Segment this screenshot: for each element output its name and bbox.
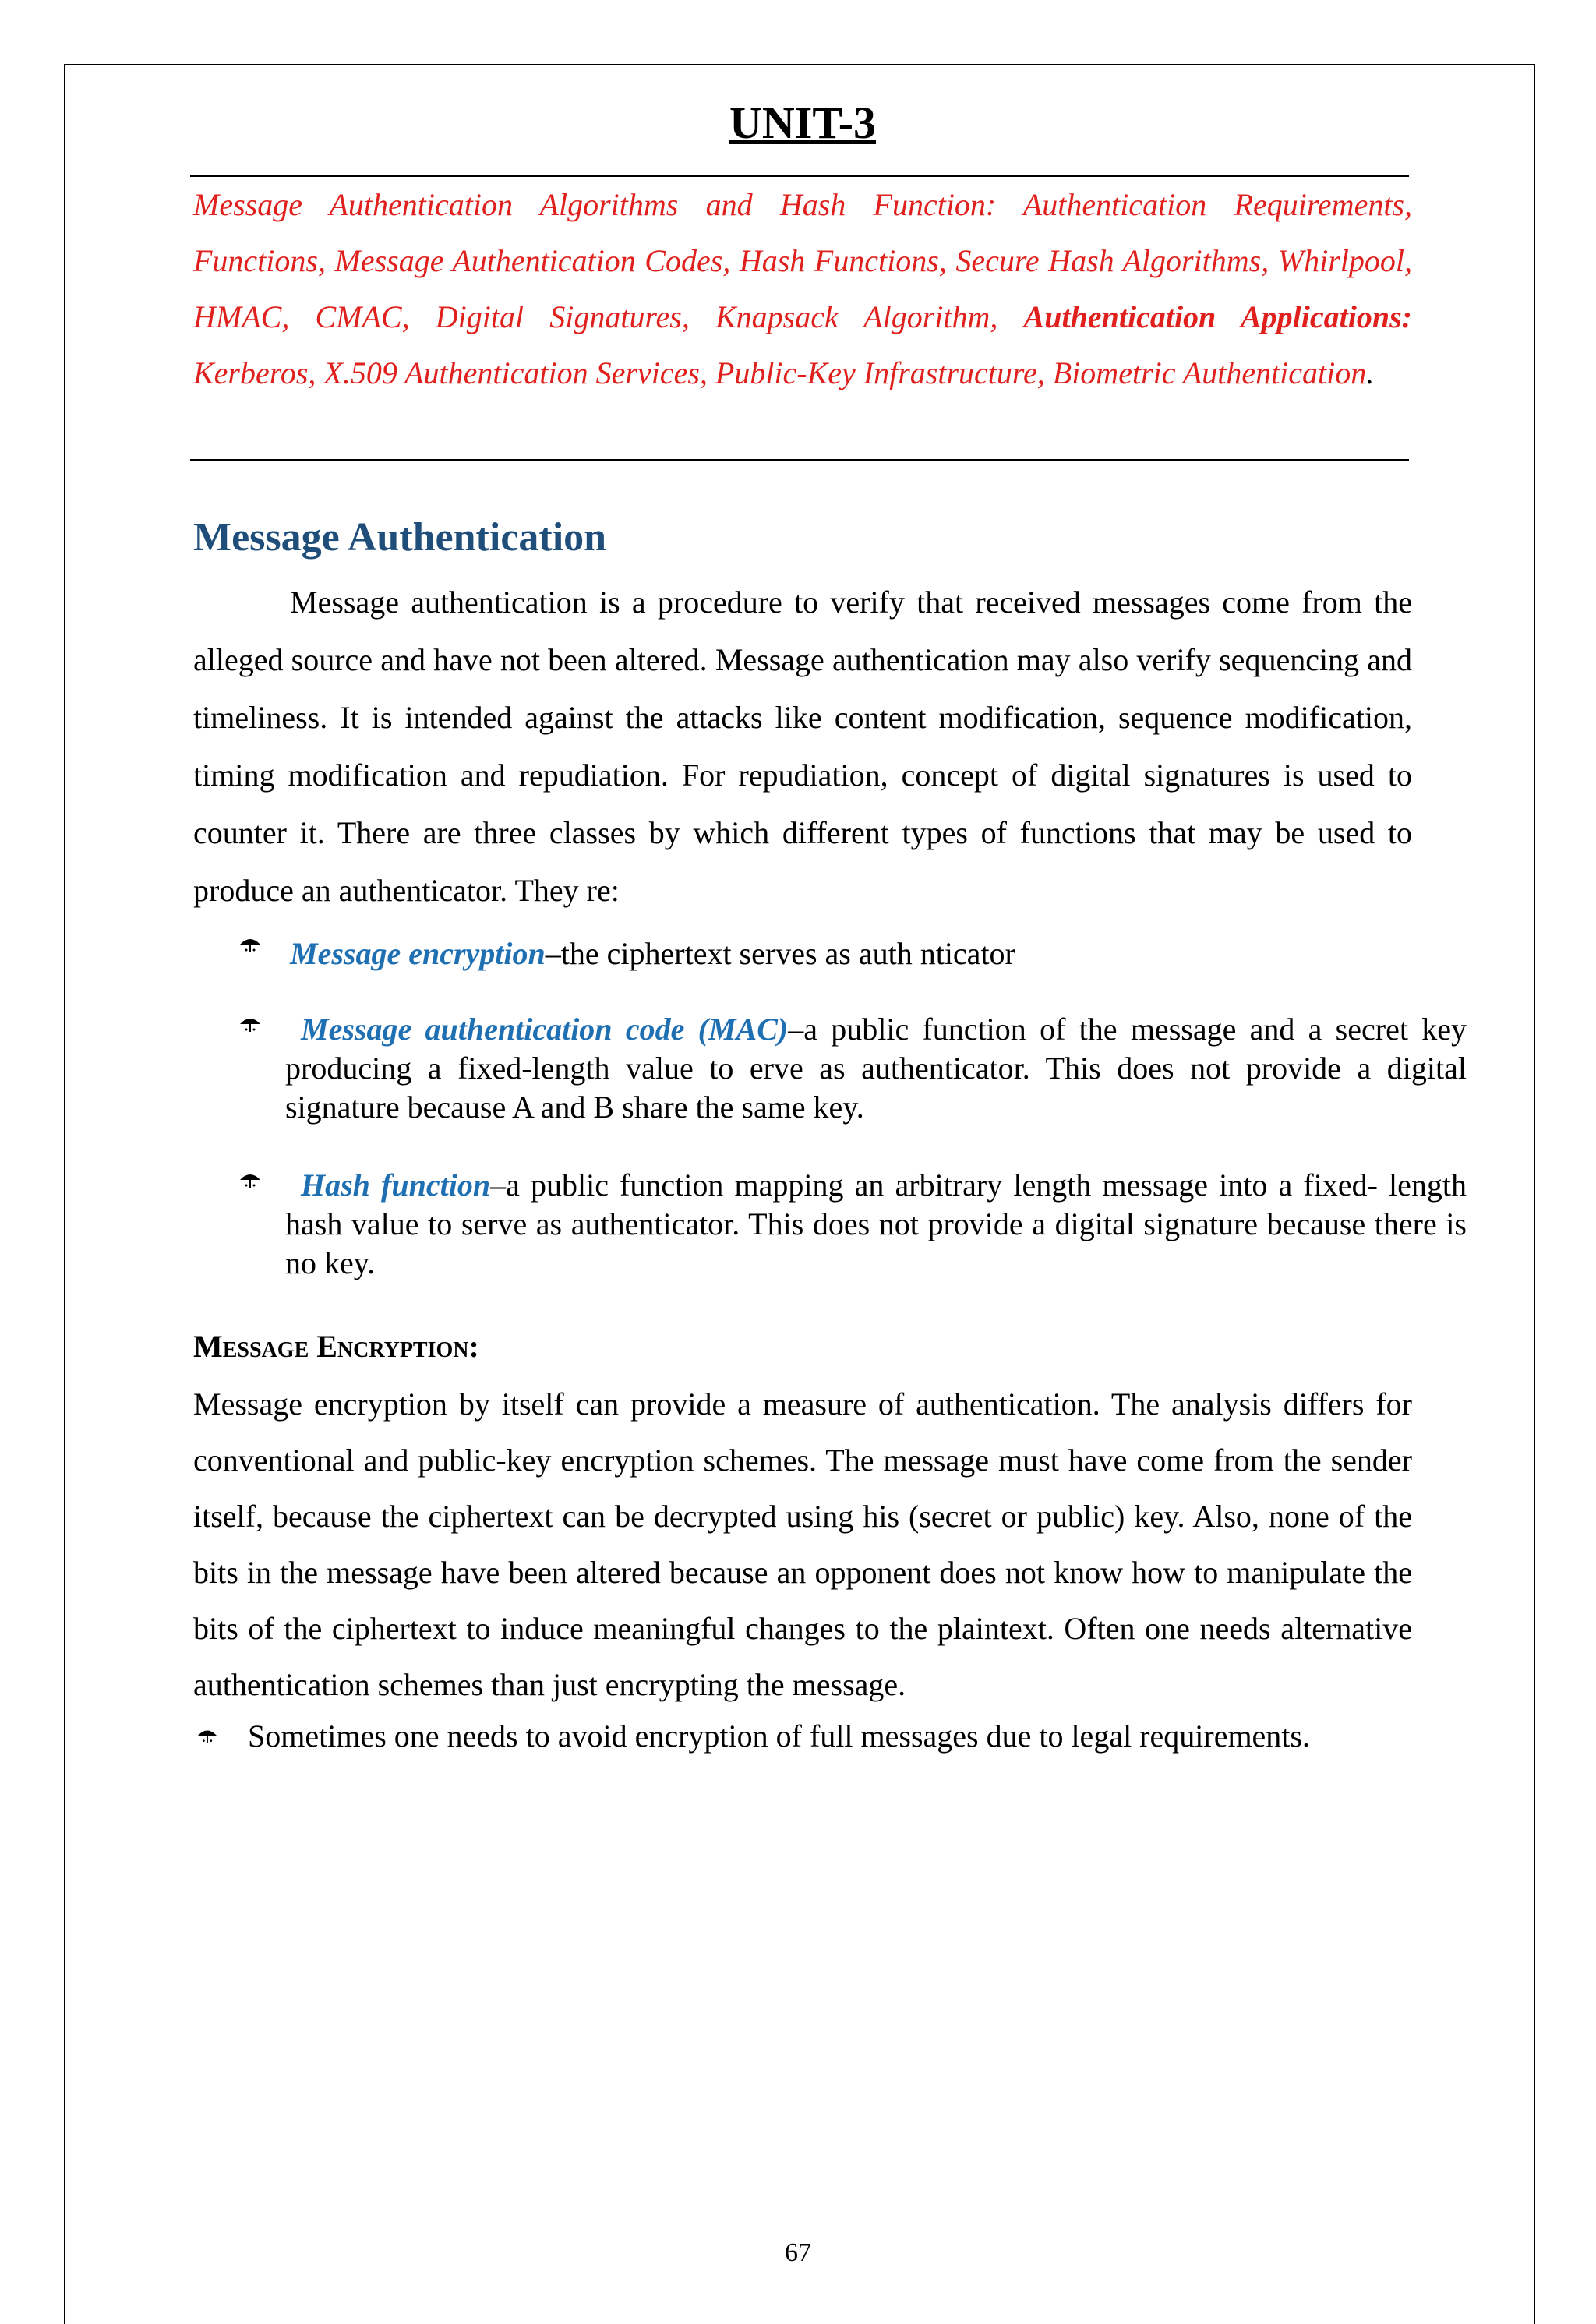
syllabus-part1: Message Authentication Algorithms and Hash Function: Authentication Requirements, Functions, Message Authentication Codes, Hash Functions, Secure Hash Algorithms, Whirlpool, HMAC, CMAC, Digital Signatures, Knapsack Algorithm, (193, 187, 1412, 334)
syllabus-text (193, 177, 1412, 459)
list-item (193, 1166, 1467, 1283)
intro-paragraph: Message authentication is a procedure to verify that received messages come from the alleged source and have not been altered. Message authentication may also verify sequencing and timeliness. It is intended against the attacks like content modification, sequence modification, timing modification and repudiation. For repudiation, concept of digital signatures is used to counter it. There are three classes by which different types of functions that may be used to produce an authenticator. They re: (193, 585, 1412, 908)
list-item (193, 1010, 1467, 1127)
umbrella-icon (238, 1169, 262, 1192)
final-bullet-text: Sometimes one needs to avoid encryption of full messages due to legal requirements. (248, 1718, 1310, 1754)
bottom-rule (190, 459, 1409, 461)
page-content (193, 92, 1467, 1760)
syllabus-part2: Kerberos, X.509 Authentication Services, Public-Key Infrastructure, Biometric Authentication (193, 355, 1367, 390)
encryption-paragraph: Message encryption by itself can provide a measure of authentication. The analysis differs for conventional and public-key encryption schemes. The message must have come from the sender itself, because the ciphertext can be decrypted using his (secret or public) key. Also, none of the bits in the message have been altered because an opponent does not know how to manipulate the bits of the ciphertext to induce meaningful changes to the plaintext. Often one needs alternative authentication schemes than just encrypting the message. (193, 1386, 1412, 1702)
unit-title: UNIT-3 (729, 97, 877, 148)
authenticator-list (193, 931, 1467, 1283)
bullet-term: Message encryption (290, 936, 546, 971)
list-item (193, 1713, 1412, 1760)
bullet-text: –a public function mapping an arbitrary length message into a fixed- length hash value to serve as authenticator. This does not provide a digital signature because there is no key. (285, 1167, 1467, 1280)
page-number: 67 (785, 2238, 811, 2267)
umbrella-icon (196, 1725, 218, 1747)
bullet-term: Hash function (301, 1167, 491, 1203)
syllabus-bold: Authentication Applications: (1023, 299, 1412, 334)
umbrella-icon (238, 1013, 262, 1037)
list-item (193, 931, 1412, 977)
bullet-term: Message authentication code (MAC) (301, 1012, 789, 1047)
section-heading: Message Authentication (193, 515, 607, 560)
umbrella-icon (238, 934, 262, 957)
bullet-text: –a public function of the message and a secret key producing a fixed-length value to erve as authenticator. This does not provide a digital signature because A and B share the same key. (285, 1012, 1467, 1125)
syllabus-tail: . (1366, 355, 1375, 390)
subheading-message-encryption: Message Encryption: (193, 1329, 479, 1364)
bullet-text: –the ciphertext serves as auth nticator (545, 936, 1015, 971)
